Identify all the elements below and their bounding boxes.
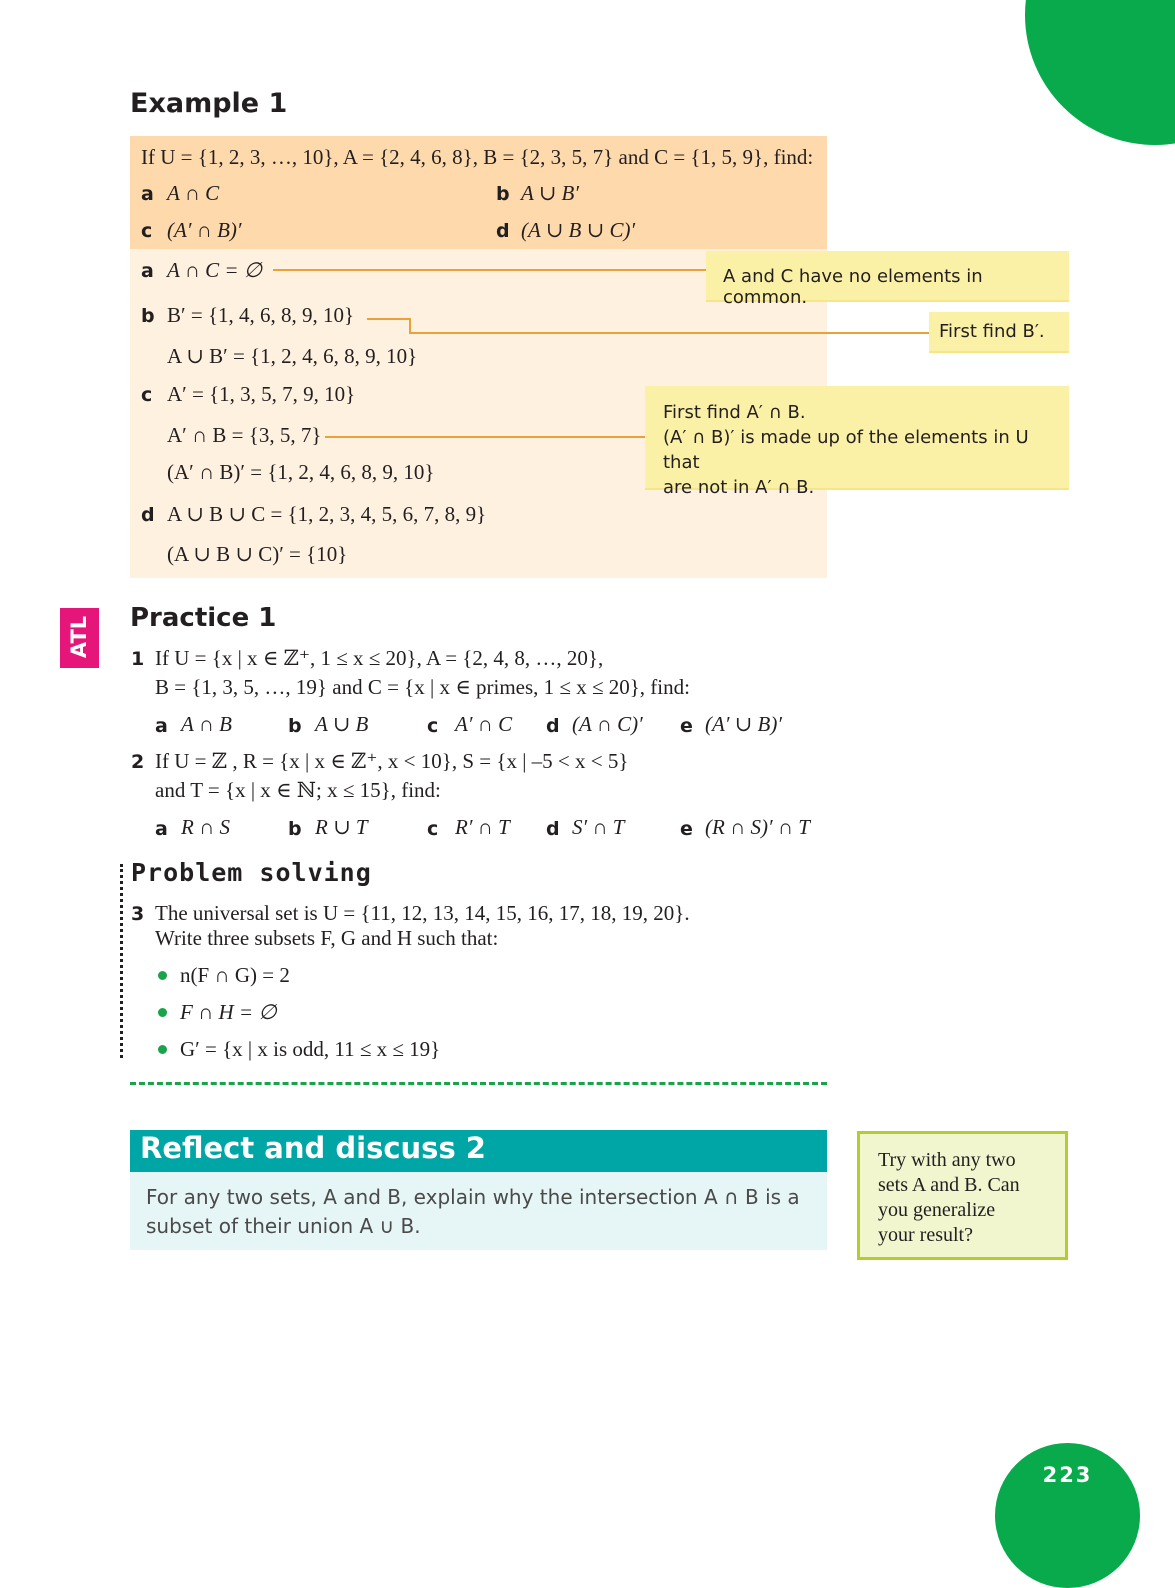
solution-b-line2: A ∪ B′ = {1, 2, 4, 6, 8, 9, 10} [167, 344, 418, 368]
atl-tab [60, 608, 99, 668]
tip-line2: sets A and B. Can [878, 1174, 1020, 1196]
connector-c [325, 436, 646, 438]
q2-part-expr-d: S′ ∩ T [572, 815, 625, 839]
q2-part-label-a: a [155, 818, 168, 840]
q1-part-label-b: b [288, 715, 302, 737]
solution-a-line: A ∩ C = ∅ [167, 258, 263, 282]
note-b-text: First find B′. [939, 321, 1045, 342]
q2-part-expr-b: R ∪ T [315, 815, 368, 839]
solution-b-line1: B′ = {1, 4, 6, 8, 9, 10} [167, 303, 355, 327]
question-part-expr-b: A ∪ B′ [521, 181, 579, 205]
atl-label: ATL [67, 615, 91, 659]
q1-part-expr-e: (A′ ∪ B)′ [705, 712, 782, 736]
q2-line2: and T = {x | x ∈ ℕ; x ≤ 15}, find: [155, 778, 441, 802]
q1-part-label-d: d [546, 715, 560, 737]
tip-line3: you generalize [878, 1199, 996, 1221]
note-a-text: A and C have no elements in common. [723, 266, 983, 308]
note-c-line3: are not in A′ ∩ B. [663, 477, 815, 498]
q2-number: 2 [131, 751, 145, 773]
q2-part-expr-e: (R ∩ S)′ ∩ T [705, 815, 810, 839]
q3-line2: Write three subsets F, G and H such that: [155, 926, 499, 950]
question-part-label-c: c [141, 220, 153, 242]
q2-part-expr-a: R ∩ S [181, 815, 230, 839]
reflect-title: Reflect and discuss 2 [140, 1131, 486, 1165]
note-a [706, 251, 1069, 308]
problem-solving-title: Problem solving [131, 858, 372, 887]
q1-part-label-e: e [680, 715, 693, 737]
question-part-expr-a: A ∩ C [167, 181, 220, 205]
reflect-body [130, 1172, 827, 1250]
q1-line1: If U = {x | x ∈ ℤ⁺, 1 ≤ x ≤ 20}, A = {2, 4, 8, …, 20}, [155, 646, 604, 670]
q3-bullet-1: n(F ∩ G) = 2 [180, 963, 290, 987]
q1-part-expr-b: A ∪ B [315, 712, 369, 736]
q1-part-expr-d: (A ∩ C)′ [572, 712, 643, 736]
q1-line2: B = {1, 3, 5, …, 19} and C = {x | x ∈ primes, 1 ≤ x ≤ 20}, find: [155, 675, 690, 699]
q2-part-expr-c: R′ ∩ T [455, 815, 510, 839]
solution-d-line1: A ∪ B ∪ C = {1, 2, 3, 4, 5, 6, 7, 8, 9} [167, 502, 487, 526]
question-part-label-a: a [141, 183, 154, 205]
connector-a [273, 269, 706, 271]
reflect-line1: For any two sets, A and B, explain why the intersection A ∩ B is a [146, 1185, 800, 1209]
q3-bullet-2: F ∩ H = ∅ [180, 1000, 277, 1024]
q1-part-expr-a: A ∩ B [181, 712, 232, 736]
connector-b2 [409, 318, 411, 333]
question-part-label-d: d [496, 220, 510, 242]
q1-part-label-c: c [427, 715, 439, 737]
q2-part-label-d: d [546, 818, 560, 840]
bullet-1 [158, 971, 167, 980]
q2-part-label-b: b [288, 818, 302, 840]
solution-label-b: b [141, 305, 155, 327]
solution-c-line3: (A′ ∩ B)′ = {1, 2, 4, 6, 8, 9, 10} [167, 460, 435, 484]
q2-line1: If U = ℤ , R = {x | x ∈ ℤ⁺, x < 10}, S = {x | –5 < x < 5} [155, 749, 629, 773]
reflect-line2: subset of their union A ∪ B. [146, 1214, 421, 1238]
note-b [929, 312, 1069, 353]
tip-box [857, 1131, 1068, 1260]
section-divider [130, 1082, 827, 1085]
solution-label-a: a [141, 260, 154, 282]
page-number-badge [995, 1443, 1140, 1588]
question-part-label-b: b [496, 183, 510, 205]
solution-label-c: c [141, 384, 153, 406]
q1-number: 1 [131, 648, 145, 670]
question-part-expr-d: (A ∪ B ∪ C)′ [521, 218, 636, 242]
question-intro: If U = {1, 2, 3, …, 10}, A = {2, 4, 6, 8}, B = {2, 3, 5, 7} and C = {1, 5, 9}, find: [141, 145, 814, 169]
solution-d-line2: (A ∪ B ∪ C)′ = {10} [167, 542, 348, 566]
tip-line4: your result? [878, 1224, 973, 1246]
problem-solving-dotted-border [120, 864, 123, 1058]
page-number: 223 [1042, 1463, 1093, 1487]
note-c-line1: First find A′ ∩ B. [663, 402, 806, 423]
corner-decoration [1025, 0, 1175, 145]
practice-title: Practice 1 [130, 603, 277, 633]
solution-label-d: d [141, 504, 155, 526]
example-title: Example 1 [130, 88, 288, 119]
q3-bullet-3: G′ = {x | x is odd, 11 ≤ x ≤ 19} [180, 1037, 441, 1061]
note-c-line2: (A′ ∩ B)′ is made up of the elements in U that [663, 427, 1029, 473]
note-c [645, 386, 1069, 498]
connector-b1 [367, 318, 410, 320]
solution-c-line2: A′ ∩ B = {3, 5, 7} [167, 423, 322, 447]
q2-part-label-c: c [427, 818, 439, 840]
bullet-2 [158, 1008, 167, 1017]
q2-part-label-e: e [680, 818, 693, 840]
q3-line1: The universal set is U = {11, 12, 13, 14, 15, 16, 17, 18, 19, 20}. [155, 901, 690, 925]
q1-part-expr-c: A′ ∩ C [455, 712, 513, 736]
q1-part-label-a: a [155, 715, 168, 737]
bullet-3 [158, 1045, 167, 1054]
reflect-header [130, 1130, 827, 1172]
q3-number: 3 [131, 903, 145, 925]
tip-line1: Try with any two [878, 1149, 1016, 1171]
solution-c-line1: A′ = {1, 3, 5, 7, 9, 10} [167, 382, 356, 406]
connector-b3 [409, 332, 930, 334]
question-part-expr-c: (A′ ∩ B)′ [167, 218, 242, 242]
